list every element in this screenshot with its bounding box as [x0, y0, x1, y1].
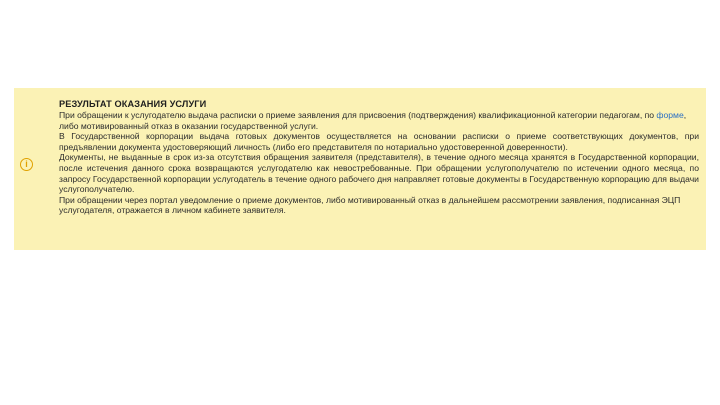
paragraph-unclaimed-documents: Документы, не выданные в срок из-за отсутствия обращения заявителя (представителя), в течение одного месяца хранятся в Государственной корпорации, после истечения данного срока возвращаются услугодателю как невостребованные. При обращении услугополучателю по истечении одного месяца, по запросу Государственной корпорации услугодатель в течение одного рабочего дня направляет готовые документы в Государственную корпорацию для выдачи услугополучателю. — [59, 152, 699, 195]
notice-title: РЕЗУЛЬТАТ ОКАЗАНИЯ УСЛУГИ — [59, 99, 207, 109]
paragraph-state-corporation: В Государственной корпорации выдача готовых документов осуществляется на основании расписки о приеме соответствующих документов, при предъявлении документа удостоверяющий личность (либо его представителя по нотариально удостоверенной доверенности). — [59, 131, 699, 152]
notice-body — [59, 99, 699, 216]
paragraph-portal: При обращении через портал уведомление о приеме документов, либо мотивированный отказ в дальнейшем рассмотрении заявления, подписанная ЭЦП услугодателя, отражается в личном кабинете заявителя. — [59, 194, 681, 216]
paragraph-receipt-text-end: , либо мотивированный отказ в оказании государственной услуги. — [59, 110, 687, 131]
service-result-notice — [14, 88, 706, 250]
form-link[interactable]: форме — [656, 110, 684, 120]
info-icon: i — [20, 158, 33, 171]
paragraph-receipt — [59, 110, 699, 131]
paragraph-receipt-text-start: При обращении к услугодателю выдача расписки о приеме заявления для присвоения (подтверждения) квалификационной категории педагогам, по — [59, 110, 657, 120]
